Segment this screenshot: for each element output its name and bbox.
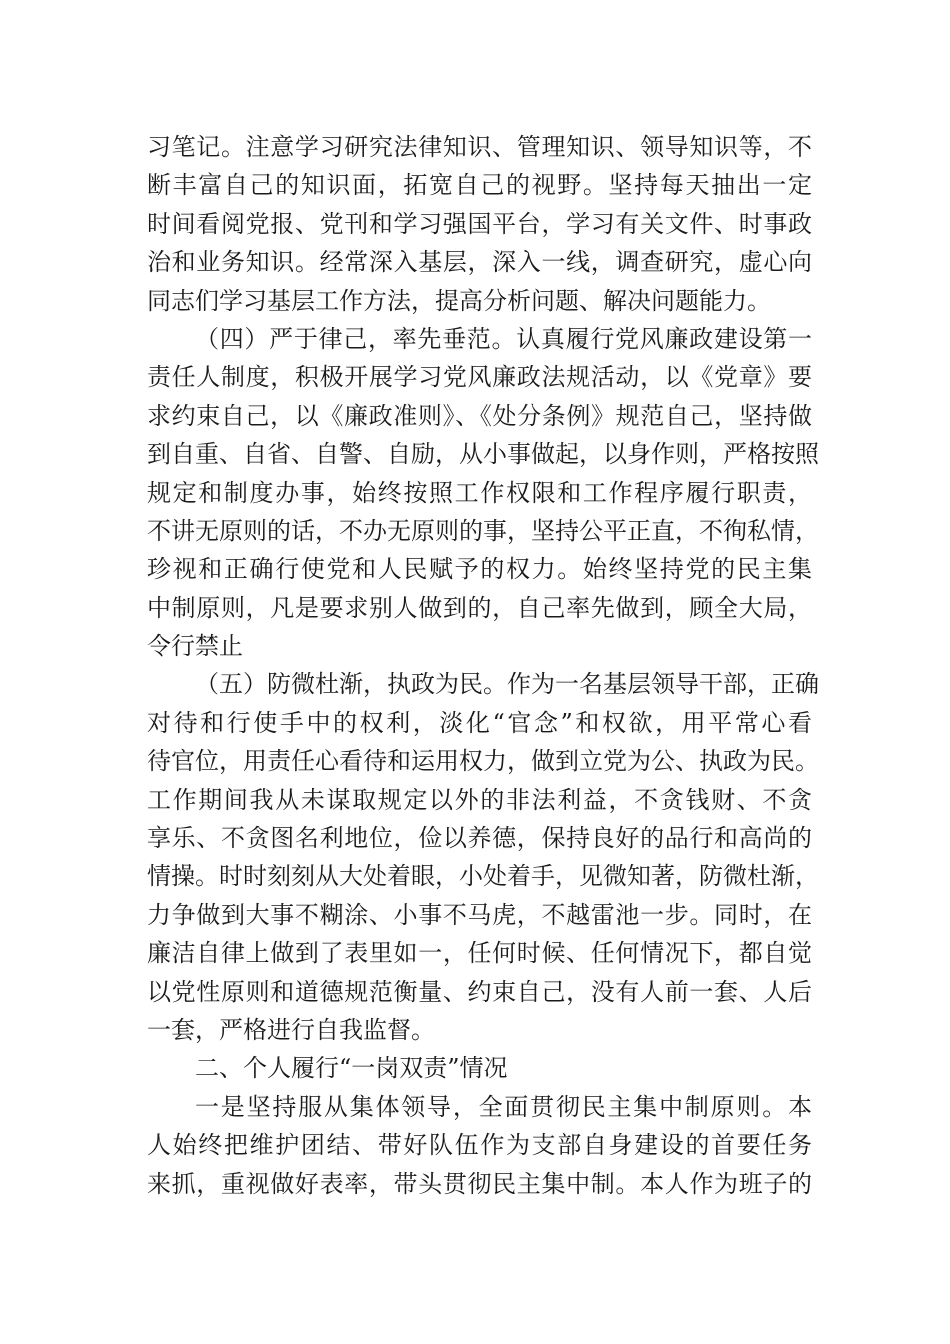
text-line: 责任人制度，积极开展学习党风廉政法规活动，以《党章》要: [147, 363, 812, 392]
text-line: 不讲无原则的话，不办无原则的事，坚持公平正直，不徇私情，: [147, 516, 819, 545]
text-line: 以党性原则和道德规范衡量、约束自己，没有人前一套、人后: [147, 977, 812, 1006]
section-heading-line: （四）严于律己，率先垂范。认真履行党风廉政建设第一: [195, 324, 812, 353]
text-line: 断丰富自己的知识面，拓宽自己的视野。坚持每天抽出一定: [147, 171, 812, 200]
text-line: 一套，严格进行自我监督。: [147, 1015, 435, 1044]
text-line: 情操。时时刻刻从大处着眼，小处着手，见微知著，防微杜渐，: [147, 862, 819, 891]
text-line: 中制原则，凡是要求别人做到的，自己率先做到，顾全大局，: [147, 593, 812, 622]
text-line: 对待和行使手中的权利，淡化“官念”和权欲，用平常心看: [147, 708, 812, 737]
text-line: 廉洁自律上做到了表里如一，任何时候、任何情况下，都自觉: [147, 939, 812, 968]
text-line: 到自重、自省、自警、自励，从小事做起，以身作则，严格按照: [147, 440, 819, 469]
text-line: 规定和制度办事，始终按照工作权限和工作程序履行职责，: [147, 478, 812, 507]
text-line: 令行禁止: [147, 632, 243, 661]
text-line: 待官位，用责任心看待和运用权力，做到立党为公、执政为民。: [147, 747, 819, 776]
text-line: 珍视和正确行使党和人民赋予的权力。始终坚持党的民主集: [147, 555, 812, 584]
text-line: 时间看阅党报、党刊和学习强国平台，学习有关文件、时事政: [147, 209, 812, 238]
document-body: [147, 128, 819, 1203]
section-heading-line: （五）防微杜渐，执政为民。作为一名基层领导干部，正确: [195, 670, 819, 699]
text-line: 习笔记。注意学习研究法律知识、管理知识、领导知识等，不: [147, 133, 812, 161]
text-line: 工作期间我从未谋取规定以外的非法利益，不贪钱财、不贪: [147, 785, 812, 814]
text-line: 力争做到大事不糊涂、小事不马虎，不越雷池一步。同时，在: [147, 900, 812, 929]
text-line: 一是坚持服从集体领导，全面贯彻民主集中制原则。本: [195, 1092, 812, 1121]
text-line: 享乐、不贪图名利地位，俭以养德，保持良好的品行和高尚的: [147, 824, 812, 853]
text-line: 治和业务知识。经常深入基层，深入一线，调查研究，虚心向: [147, 248, 812, 277]
text-line: 人始终把维护团结、带好队伍作为支部自身建设的首要任务: [147, 1131, 812, 1160]
text-line: 求约束自己，以《廉政准则》、《处分条例》规范自己，坚持做: [147, 401, 812, 430]
chapter-heading: 二、个人履行“一岗双责”情况: [195, 1054, 508, 1083]
text-line: 来抓，重视做好表率，带头贯彻民主集中制。本人作为班子的: [147, 1169, 812, 1198]
text-line: 同志们学习基层工作方法，提高分析问题、解决问题能力。: [147, 286, 771, 315]
